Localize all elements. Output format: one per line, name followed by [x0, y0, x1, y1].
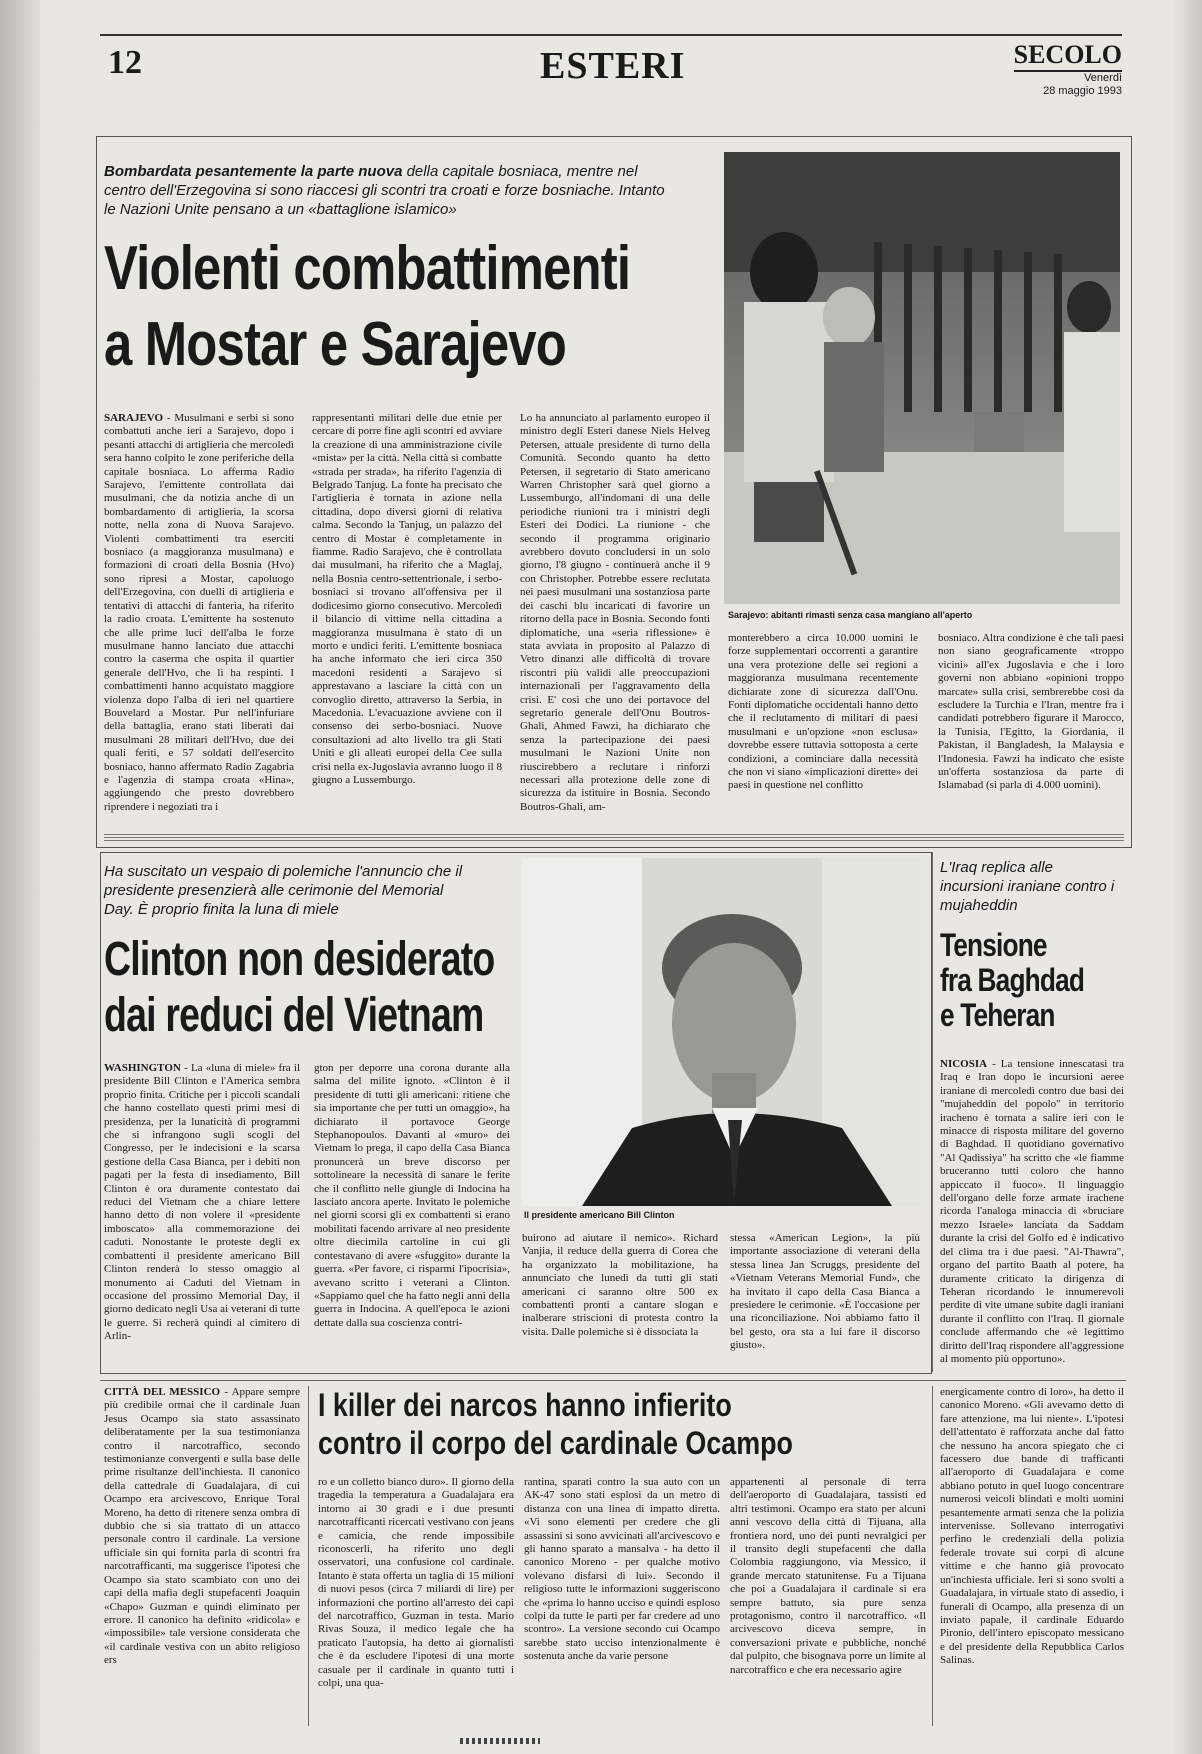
- article-bosnia-headline-2: a Mostar e Sarajevo: [104, 310, 566, 379]
- article-bosnia-photo: [724, 152, 1120, 604]
- article-clinton-dateline: WASHINGTON: [104, 1062, 181, 1074]
- article-iraq-divider: [932, 852, 933, 1372]
- article-bosnia-col-2: rappresentanti militari delle due etnie per cercare di porre fine agli scontri ed avviare la creazione di una amministrazione civile «mista» per la città. Nella città si combatte «strada per strada», ha riferito l'agenzia di Belgrado Tanjug. La fonte ha precisato che l'artiglieria è tornata in azione nella cittadina, dopo diversi giorni di relativa calma. Secondo la Tanjug, un palazzo del centro di Mostar è completamente in fiamme. Radio Sarajevo, che è controllata dai musulmani, ha riferito che a Maglaj, nella Bosnia centro-settentrionale, i serbo-bosniaci si trovano all'offensiva per il dodicesimo giorno consecutivo. Mercoledì il bilancio di vittime nella cittadina a maggioranza musulmana è stato di un morto e undici feriti. L'emittente bosniaca ha anche informato che ieri circa 350 macedoni residenti a Sarajevo si apprestavano a lasciare la città con un convoglio diretto, attraverso la Serbia, in Macedonia. L'evacuazione avviene con il consenso dei serbo-bosniaci. Nuove consultazioni ad alto livello tra gli Stati Uniti e gli alleati europei della Cee sulla crisi nella ex-Jugoslavia avranno luogo il 8 giugno a Lussemburgo.: [312, 412, 502, 786]
- article-clinton-headline-1: Clinton non desiderato: [104, 933, 495, 986]
- article-bosnia-kicker-bold: Bombardata pesantemente la parte nuova: [104, 163, 403, 180]
- article-clinton-photo: [522, 858, 920, 1206]
- article-ocampo-headline-2: contro il corpo del cardinale Ocampo: [318, 1425, 793, 1461]
- section-title: ESTERI: [540, 45, 686, 87]
- masthead-date: 28 maggio 1993: [1043, 85, 1122, 97]
- article-bosnia-photo-caption: Sarajevo: abitanti rimasti senza casa mangiano all'aperto: [728, 610, 973, 620]
- page-footer-marks: [460, 1738, 540, 1744]
- article-ocampo-divider-left: [308, 1386, 309, 1726]
- article-ocampo-dateline: CITTÀ DEL MESSICO: [104, 1386, 221, 1398]
- sarajevo-photo-graphic: [724, 152, 1120, 604]
- article-iraq-headline-2: fra Baghdad: [940, 962, 1085, 998]
- article-clinton-col-1: [104, 1062, 300, 1362]
- article-clinton-col-4: stessa «American Legion», la più importante associazione di veterani della stessa linea Jan Scruggs, presidente del «Vietnam Veterans Memorial Fund», che ha invitato il capo della Casa Bianca a presiedere le cerimonie. «È l'occasione per una riconciliazione. Noi abbiamo fatto il bel gesto, ora sta a lui fare il discorso giusto».: [730, 1232, 920, 1352]
- article-bosnia-dateline: SARAJEVO: [104, 412, 164, 424]
- page-edge-shadow: [1172, 0, 1202, 1754]
- article-iraq-headline-1: Tensione: [940, 927, 1047, 963]
- masthead-logo: SECOLO: [1014, 40, 1122, 72]
- article-clinton-photo-caption: Il presidente americano Bill Clinton: [524, 1210, 675, 1220]
- article-ocampo-col-4: appartenenti al personale di terra dell'aeroporto di Guadalajara, tassisti ed altri testimoni. Ocampo era stato per alcuni anni vescovo della città di Tijuana, alla frontiera nord, uno dei punti nevralgici per il transito degli stupefacenti che dalla Colombia raggiungono, via Messico, il grande mercato statunitense. Fu a Tijuana che poi a Guadalajara il cardinale si era sempre battuto, sia pure senza protagonismo, contro il narcotraffico. «Il arcivescovo diceva sempre, in conversazioni private e pubbliche, nonché dal pulpito, che bisognava porre un limite al narcotraffico e che era necessario agire: [730, 1476, 926, 1676]
- article-ocampo-col-1-text: - Appare sempre più credibile ormai che il cardinale Juan Jesus Ocampo sia stato assassinato deliberatamente per la sua testimonianza contro il narcotraffico, secondo testimonianze convergenti e sulla base delle prime risultanze dell'inchiesta. Il canonico della cattedrale di Guadalajara, di cui Ocampo era arcivescovo, Enrique Toral Moreno, ha detto di ritenere senza ombra di dubbio che si sia trattato di un attacco personale contro il cardinale. La versione ufficiale sin qui fornita parla di scontri fra narcotrafficanti, ma suggerisce l'ipotesi che Ocampo sia stato scambiato con uno dei capi della mafia degli stupefacenti Joaquin «Chapo» Guzman e quindi eliminato per errore. Il canonico ha definito «ridicola» e «impossibile» tale versione considerata che «il cardinale vestiva con un abito religioso ers: [104, 1386, 300, 1667]
- clinton-photo-graphic: [522, 858, 920, 1206]
- masthead: [1014, 40, 1122, 98]
- article-bosnia-col-4: monterebbero a circa 10.000 uomini le forze supplementari occorrenti a garantire una vera protezione delle sei regioni a maggioranza musulmana recentemente dichiarate zone di sicurezza dall'Onu. Fonti diplomatiche occidentali hanno detto che il reclutamento di militari di paesi musulmani e un'opzione «non esclusa» dovrebbe essere tuttavia sottoposta a certe condizioni, a cominciare dalla necessità che non vi siano «implicazioni dirette» dei paesi in questione nel conflitto: [728, 632, 918, 792]
- header-rule: [100, 34, 1122, 36]
- article-bosnia-headline-1: Violenti combattimenti: [104, 234, 631, 303]
- article-bosnia-col-1: [104, 412, 294, 816]
- page-number: 12: [108, 44, 142, 81]
- article-ocampo-col-3: rantina, sparati contro la sua auto con un AK-47 sono stati esplosi da un metro di distanza con una linea di impatto diretta. «Vi sono elementi per credere che gli assassini si sono avvicinati all'arcivescovo e gli hanno sparato a mansalva - ha detto il canonico Moreno - per qualche motivo volevano disfarsi di lui». Secondo il religioso tutte le informazioni suggeriscono che «prima lo hanno ucciso e quindi esploso colpi da tutte le parti per far credere ad uno scontro». La versione secondo cui Ocampo sarebbe stato ucciso intenzionalmente è sostenuta anche da varie persone: [524, 1476, 720, 1663]
- article-clinton-col-1-text: - La «luna di miele» fra il presidente Bill Clinton e l'America sembra proprio finita. Critiche per i piccoli scandali che hanno costellato questi primi mesi di presidenza, per la lunaticità di programmi che si infrangono sugli scogli del Congresso, per le indecisioni e la scarsa gestione della Casa Bianca, per i debiti non pagati per la festa di insediamento, Bill Clinton è ora duramente contestato dai reduci del Vietnam che a chiare lettere hanno detto di non volere il «presidente imboscato» alla commemorazione dei caduti. Nonostante le proteste degli ex combattenti il presidente americano Bill Clinton renderà lo stesso omaggio al monumento ai Caduti del Vietnam in occasione del prossimo Memorial Day, il giorno dedicato negli Usa ai veterani di tutte le guerre. Si recherà quindi al cimitero di Arlin-: [104, 1062, 300, 1343]
- article-ocampo-col-1: [104, 1386, 300, 1726]
- article-bosnia-kicker-rest: della capitale bosniaca, mentre nel centro dell'Erzegovina si sono riaccesi gli scontri tra croati e forze bosniache. Intanto le Nazioni Unite pensano a un «battaglione islamico»: [104, 163, 665, 218]
- article-ocampo-col-2: ro e un colletto bianco duro». Il giorno della tragedia la temperatura a Guadalajara era intorno ai 30 gradi e i due presunti narcotrafficanti ricercati vestivano con jeans e camicia, che rende impossibile riconoscerli, ha riferito uno degli osservatori, una confusione col cardinale. Intanto è stata offerta un taglia di 15 milioni di nuovi pesos (circa 7 miliardi di lire) per informazioni che portino all'arresto dei capi del narcotraffico, Guzman in testa. Mario Rivas Souza, il medico legale che ha praticato l'autopsia, ha detto ai giornalisti che è da escludere l'ipotesi di una morte casuale per il cardinale in quanto tutti i colpi, una qua-: [318, 1476, 514, 1690]
- section-divider-band: [104, 832, 1124, 841]
- article-bosnia-col-5: bosniaco. Altra condizione è che tali paesi non siano geograficamente «troppo vicini» all'ex Jugoslavia e che i loro governi non abbiano «opinioni troppo marcate» sulla crisi, sembrerebbe così da escludere la Turchia e l'Iran, mentre fra i candidati potrebbero figurare il Marocco, la Tunisia, l'Egitto, la Giordania, il Pakistan, il Bangladesh, la Malaysia e l'Indonesia. Fawzi ha indicato che esiste un'offerta sostanziosa da parte di Islamabad (si parla di 4.000 uomini).: [938, 632, 1124, 792]
- page-fold-shadow: [0, 0, 40, 1754]
- article-bosnia-col-3: Lo ha annunciato al parlamento europeo il ministro degli Esteri danese Niels Helveg Petersen, attuale presidente di turno della Comunità. Secondo quanto ha detto Petersen, il segretario di Stato americano Warren Christopher sarà quel giorno a Lussemburgo, all'indomani di una delle periodiche riunioni tra i ministri degli Esteri dei Dodici. La riunione - che secondo il programma originario avrebbero dovuto concludersi in un solo giorno, l'8 giugno - continuerà anche il 9 con Christopher. Potrebbe essere reclutata nei paesi musulmani una sostanziosa parte dei caschi blu incaricati di favorire un ritorno della pace in Bosnia. Secondo fonti diplomatiche, una «seria riflessione» è stata avviata in proposito al Palazzo di Vetro dinanzi alle difficoltà di trovare riscontri più validi alle preoccupazioni internazionali per l'aggravamento della crisi. E' così che uno dei portavoce del segretario generale dell'Onu Boutros-Ghali, Ahmed Fawzi, ha dichiarato che senza la partecipazione dei paesi musulmani le Nazioni Unite non riuscirebbero a reclutare i rinforzi necessari alla protezione delle zone di sicurezza da istituire in Bosnia. Secondo Boutros-Ghali, am-: [520, 412, 710, 813]
- article-iraq-headline-3: e Teheran: [940, 997, 1055, 1033]
- article-iraq-col-1: [940, 1058, 1124, 1372]
- article-clinton-kicker: Ha suscitato un vespaio di polemiche l'annuncio che il presidente presenzierà alle cerimonie del Memorial Day. È proprio finita la luna di miele: [104, 863, 463, 918]
- article-clinton-col-2: gton per deporre una corona durante alla salma del milite ignoto. «Clinton è il presidente di tutti gli americani: ritiene che sia importante che per tutti un omaggio», ha dichiarato il portavoce George Stephanopoulos. Davanti al «muro» dei Vietnam lo prega, il capo della Casa Bianca pronuncerà un breve discorso per sottolineare la necessità di sanare le ferite che il conflitto nelle giungle di Indocina ha lasciato ancora aperte. Invitato le polemiche nel giorni scorsi gli ex combattenti si erano mobilitati facendo arrivare al neo presidente oltre diecimila cartoline in cui gli contestavano di avere «sfuggito» durante la guerra. «Per favore, ci risparmi l'ipocrisia», avevano scritto i veterani a Clinton. «Sappiamo quel che ha fatto negli anni della guerra in Indocina. A quell'epoca le azioni dettate dalla sua coscienza contri-: [314, 1062, 510, 1329]
- article-bosnia-kicker: [104, 162, 674, 219]
- article-bosnia-col-1-text: - Musulmani e serbi si sono combattuti anche ieri a Sarajevo, dopo i pesanti attacchi di artiglieria che mercoledì sera hanno colpito le zone periferiche della capitale bosniaca. Lo afferma Radio Sarajevo, l'emittente controllata dai musulmani, che da notizia anche di un bombardamento di artiglieria, la scorsa notte, nella zona di Nuova Sarajevo. Violenti combattimenti tra eserciti bosniaco (a maggioranza musulmana) e formazioni di croati della Bosnia (Hvo) sono ripresi a Mostar, capoluogo dell'Erzegovina, con duelli di artiglieria e tentativi di attacchi di fanteria, ha riferito la radio croata. L'emittente ha sostenuto che alle prime luci dell'alba le forze musulmane hanno lanciato due attacchi contro la caserma che ospita il quartier generale dell'Hvo, che li ha respinti. I combattimenti hanno acquistato maggiore violenza dopo l'alba di ieri nel quartiere Bouvelard a Mostar. Pur nell'infuriare della battaglia, erano stati liberati dai musulmani 28 militari dell'Hvo, due dei quali feriti, e 57 soldati dell'esercito bosniaco, hanno affermato Radio Zagabria e l'agenzia di stampa croata «Hina», aggiungendo che presto dovrebbero riprendere i negoziati tra i: [104, 412, 294, 813]
- article-iraq-dateline: NICOSIA: [940, 1058, 988, 1070]
- article-clinton-headline-2: dai reduci del Vietnam: [104, 989, 484, 1042]
- article-ocampo-divider-right: [932, 1386, 933, 1726]
- article-ocampo-top-rule: [100, 1380, 1126, 1381]
- article-clinton-col-3: buirono ad aiutare il nemico». Richard Vanjia, il reduce della guerra di Corea che ha organizzato la mobilitazione, ha annunciato che lunedì da tutti gli stati americani ci saranno oltre 500 ex combattenti pronti a cantare slogan e inalberare striscioni di protesta contro la visita. Dalle polemiche si è dissociata la: [522, 1232, 718, 1338]
- article-ocampo-col-5: energicamente contro di loro», ha detto il canonico Moreno. «Gli avevamo detto di fare attenzione, ma lui niente». L'ipotesi dell'attentato è rafforzata anche dal fatto che nessuno ha ancora spiegato che ci facessero due bande di trafficanti all'aeroporto di Guadalajara e come abbiano potuto in quel luogo concentrare numerosi veicoli blindati e molti uomini pesantemente armati senza che la polizia intervenisse. Sollevano interrogativi perfino le credenziali della polizia federale trovate sui corpi di alcune vittime e che hanno già provocato un'inchiesta ufficiale. Ieri si sono svolti a Guadalajara, in virtuale stato di assedio, i funerali di Ocampo, alla presenza di un inviato papale, il cardinale Eduardo Pironio, dell'intero episcopato messicano e del presidente della Repubblica Carlos Salinas.: [940, 1386, 1124, 1667]
- masthead-day: Venerdì: [1084, 72, 1122, 84]
- article-iraq-col-1-text: - La tensione innescatasi tra Iraq e Iran dopo le incursioni aeree iraniane di mercoledì contro due basi dei "mujaheddin del popolo" in territorio iracheno è tornata a salire ieri con le minacce di risposta militare del governo di Baghdad. Il quotidiano governativo "Al Qadissiya" ha scritto che «le fiamme bruceranno tutti coloro che hanno appiccato il fuoco». Il linguaggio dell'organo delle forze armate irachene ricorda l'analoga minaccia di «bruciare mezzo Israele» lanciata da Saddam durante la crisi del Golfo ed è indicativo del clima tra i due paesi. "Al-Thawra", organo del partito Baath al potere, ha duramente criticato la dirigenza di Teheran ricordando le innumerevoli perdite di vite umane subite dagli iraniani durante il conflitto con l'Iraq. Il giornale conclude affermando che «è legittimo diritto dell'Iraq rispondere all'aggressione al momento più opportuno».: [940, 1058, 1124, 1365]
- article-iraq-kicker: L'Iraq replica alle incursioni iraniane contro i mujaheddin: [940, 859, 1115, 914]
- article-ocampo-headline-1: I killer dei narcos hanno infierito: [318, 1387, 732, 1423]
